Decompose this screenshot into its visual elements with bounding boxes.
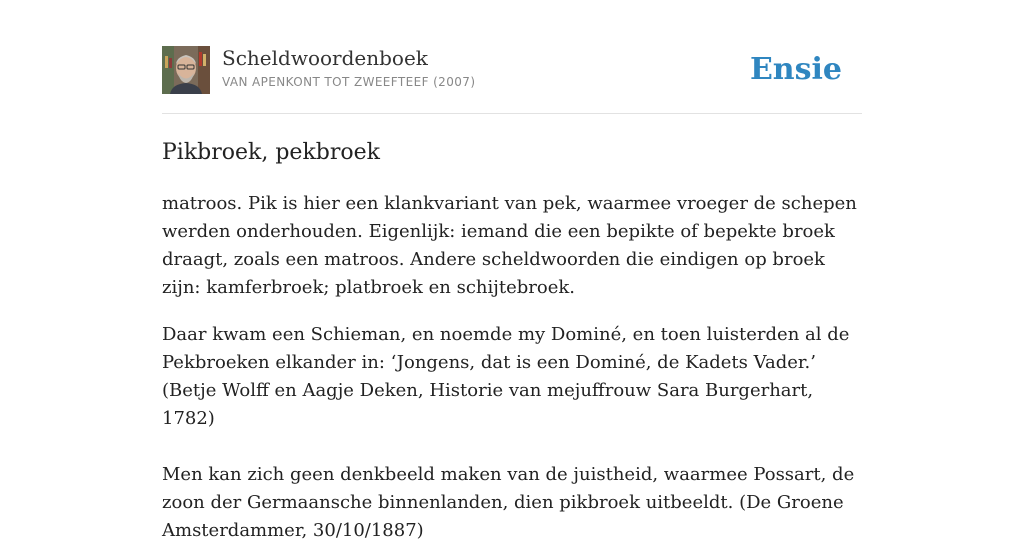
quote-item: Daar kwam een Schieman, en noemde my Dominé, en toen luisterden al de Pekbroeken elkander in: ‘Jongens, dat is een Dominé, de Kadets Vader.’ (Betje Wolff en Aagje Deken, Historie van mejuffrouw Sara Burgerhart, 1782) [162, 324, 850, 429]
source-subtitle: VAN APENKONT TOT ZWEEFTEEF (2007) [222, 75, 476, 89]
entry-quotes [162, 321, 867, 545]
author-name[interactable]: Scheldwoordenboek [222, 46, 428, 70]
quote-item: Men kan zich geen denkbeeld maken van de juistheid, waarmee Possart, de zoon der Germaansche binnenlanden, dien pikbroek uitbeeldt. (De Groene Amsterdammer, 30/10/1887) [162, 464, 855, 541]
header-divider [162, 113, 862, 114]
ensie-logo[interactable]: Ensie [749, 52, 842, 87]
author-portrait-icon [162, 46, 210, 94]
entry-content [162, 190, 867, 545]
quote-spacer [162, 433, 867, 461]
entry-definition: matroos. Pik is hier een klankvariant van pek, waarmee vroeger de schepen werden onderhouden. Eigenlijk: iemand die een bepikte of bepekte broek draagt, zoals een matroos. Andere scheldwoorden die eindigen op broek zijn: kamferbroek; platbroek en schijtebroek. [162, 193, 857, 298]
entry-header [162, 46, 862, 96]
author-avatar[interactable] [162, 46, 210, 94]
entry-title: Pikbroek, pekbroek [162, 140, 380, 165]
